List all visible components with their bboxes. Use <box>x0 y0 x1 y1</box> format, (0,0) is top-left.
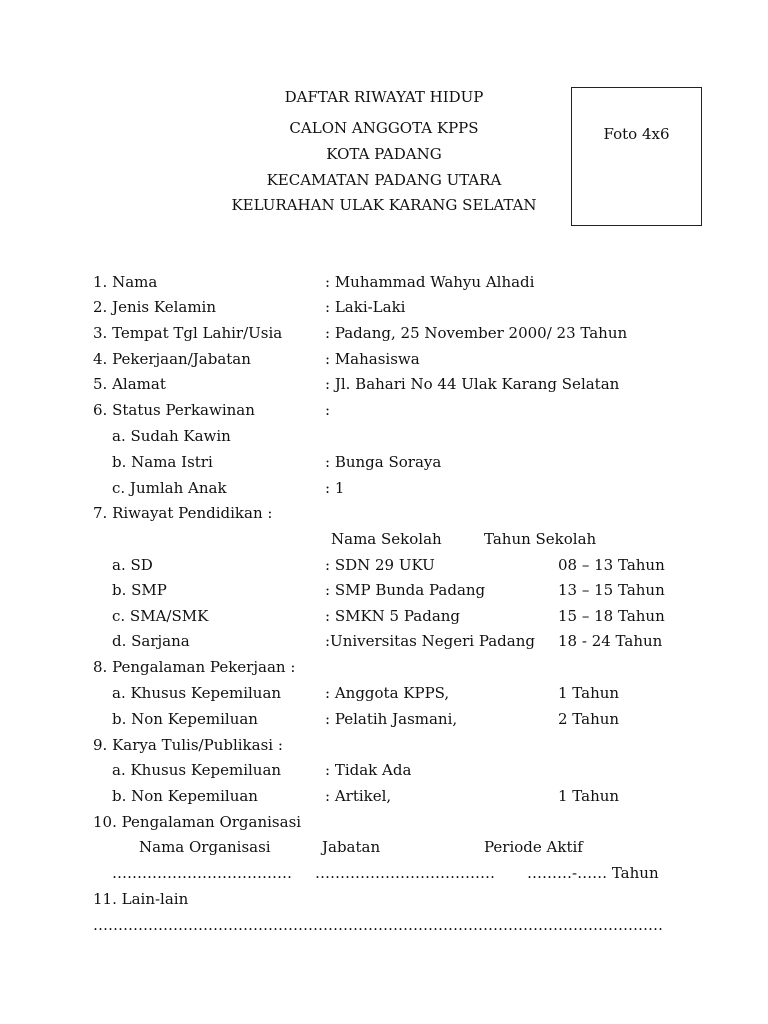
field-value-ttl: : Padang, 25 November 2000/ 23 Tahun <box>325 324 628 342</box>
publication-value: : Tidak Ada <box>325 761 412 779</box>
field-label-nama: 1. Nama <box>93 273 158 291</box>
edu-school: : SMP Bunda Padang <box>325 581 486 599</box>
field-label-alamat: 5. Alamat <box>93 375 166 393</box>
field-value-nama: : Muhammad Wahyu Alhadi <box>325 273 535 291</box>
work-value: : Pelatih Jasmani, <box>325 710 458 728</box>
field-value-nama-istri: : Bunga Soraya <box>325 453 442 471</box>
edu-years: 13 – 15 Tahun <box>558 581 665 599</box>
blank-organization-position: ……………………………… <box>315 864 495 882</box>
section-lain-lain: 11. Lain-lain <box>93 890 189 908</box>
edu-school: :Universitas Negeri Padang <box>325 632 535 650</box>
edu-level: b. SMP <box>112 581 167 599</box>
work-value: : Anggota KPPS, <box>325 684 450 702</box>
edu-school: : SMKN 5 Padang <box>325 607 461 625</box>
edu-school: : SDN 29 UKU <box>325 556 435 574</box>
photo-label: Foto 4x6 <box>603 125 670 143</box>
edu-level: d. Sarjana <box>112 632 190 650</box>
field-value-jumlah-anak: : 1 <box>325 479 345 497</box>
subtitle-district: KECAMATAN PADANG UTARA <box>266 171 502 189</box>
subtitle-village: KELURAHAN ULAK KARANG SELATAN <box>231 196 537 214</box>
col-header-tahun-sekolah: Tahun Sekolah <box>484 530 597 548</box>
edu-years: 08 – 13 Tahun <box>558 556 665 574</box>
field-value-status: : <box>325 401 331 419</box>
title: DAFTAR RIWAYAT HIDUP <box>284 88 484 106</box>
col-header-periode-aktif: Periode Aktif <box>484 838 583 856</box>
subtitle-position: CALON ANGGOTA KPPS <box>289 119 479 137</box>
work-type: b. Non Kepemiluan <box>112 710 258 728</box>
field-value-alamat: : Jl. Bahari No 44 Ulak Karang Selatan <box>325 375 620 393</box>
photo-placeholder <box>571 87 702 226</box>
edu-years: 15 – 18 Tahun <box>558 607 665 625</box>
publication-value: : Artikel, <box>325 787 392 805</box>
edu-level: c. SMA/SMK <box>112 607 209 625</box>
blank-organization-period: ………-…… Tahun <box>527 864 659 882</box>
field-label-nama-istri: b. Nama Istri <box>112 453 213 471</box>
col-header-nama-organisasi: Nama Organisasi <box>139 838 271 856</box>
field-value-pekerjaan: : Mahasiswa <box>325 350 420 368</box>
edu-years: 18 - 24 Tahun <box>558 632 663 650</box>
field-label-jenis-kelamin: 2. Jenis Kelamin <box>93 298 216 316</box>
section-organisasi: 10. Pengalaman Organisasi <box>93 813 302 831</box>
work-type: a. Khusus Kepemiluan <box>112 684 282 702</box>
work-duration: 2 Tahun <box>558 710 620 728</box>
field-label-jumlah-anak: c. Jumlah Anak <box>112 479 227 497</box>
field-label-ttl: 3. Tempat Tgl Lahir/Usia <box>93 324 283 342</box>
field-value-jenis-kelamin: : Laki-Laki <box>325 298 406 316</box>
col-header-nama-sekolah: Nama Sekolah <box>331 530 442 548</box>
edu-level: a. SD <box>112 556 153 574</box>
publication-duration: 1 Tahun <box>558 787 620 805</box>
publication-type: a. Khusus Kepemiluan <box>112 761 282 779</box>
field-label-pekerjaan: 4. Pekerjaan/Jabatan <box>93 350 251 368</box>
work-duration: 1 Tahun <box>558 684 620 702</box>
section-pengalaman-pekerjaan: 8. Pengalaman Pekerjaan : <box>93 658 296 676</box>
blank-organization-name: ……………………………… <box>112 864 292 882</box>
section-karya-tulis: 9. Karya Tulis/Publikasi : <box>93 736 283 754</box>
blank-lain-lain: …………………………………………………………………………………………………… <box>93 916 663 934</box>
section-pendidikan: 7. Riwayat Pendidikan : <box>93 504 273 522</box>
subtitle-city: KOTA PADANG <box>326 145 442 163</box>
field-label-status: 6. Status Perkawinan <box>93 401 255 419</box>
publication-type: b. Non Kepemiluan <box>112 787 258 805</box>
col-header-jabatan: Jabatan <box>322 838 381 856</box>
field-label-sudah-kawin: a. Sudah Kawin <box>112 427 231 445</box>
